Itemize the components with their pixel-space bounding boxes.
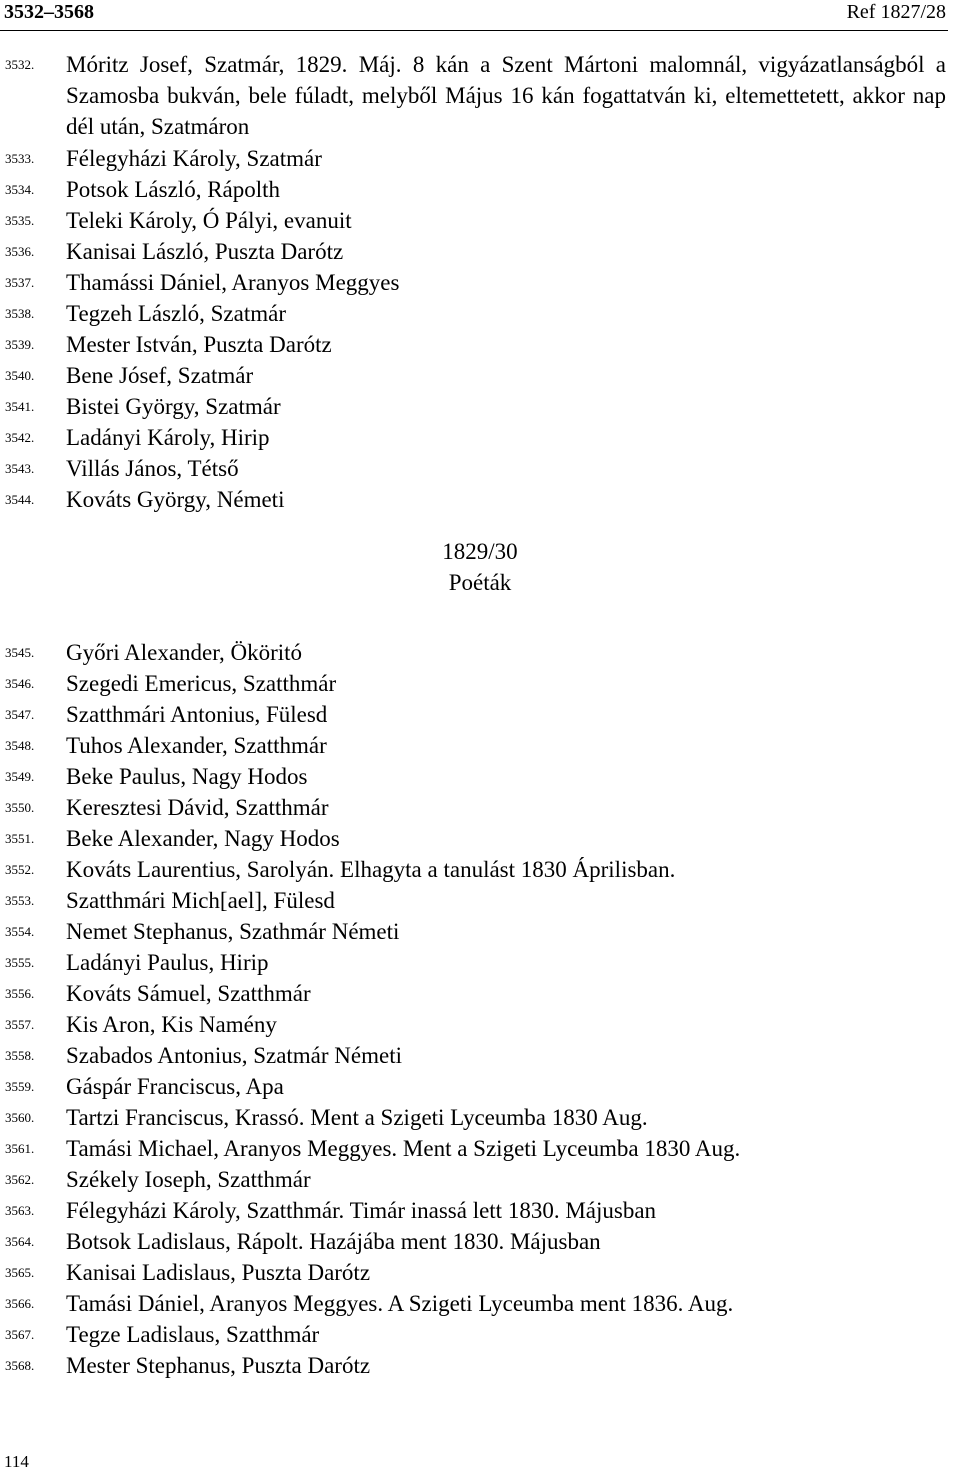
entry-list-before-section: [0, 143, 960, 515]
list-item: [0, 885, 960, 916]
entry-text: Tamási Dániel, Aranyos Meggyes. A Szigeti Lyceumba ment 1836. Aug.: [66, 1291, 734, 1316]
entry-text: Kováts Sámuel, Szatthmár: [66, 981, 311, 1006]
entry-number: 3552.: [5, 862, 35, 877]
entry-number: 3563.: [5, 1203, 35, 1218]
entry-number: 3547.: [5, 707, 35, 722]
header-divider: [0, 30, 948, 31]
entry-text: Móritz Josef, Szatmár, 1829. Máj. 8 kán a Szent Mártoni malomnál, vigyázatlanságból a Szamosba bukván, bele fúladt, melyből Május 16 kán fogattatván ki, eltemettetett, akkor nap dél után, Szatmáron: [66, 52, 946, 139]
entry-number: 3538.: [5, 306, 35, 321]
entry-text: Nemet Stephanus, Szathmár Németi: [66, 919, 400, 944]
list-item: [0, 143, 960, 174]
list-item: [0, 422, 960, 453]
entry-text: Ladányi Károly, Hirip: [66, 425, 270, 450]
list-item: [0, 761, 960, 792]
entry-number: 3558.: [5, 1048, 35, 1063]
entry-text: Szatthmári Mich[ael], Fülesd: [66, 888, 335, 913]
entry-number: 3540.: [5, 368, 35, 383]
entry-text: Thamássi Dániel, Aranyos Meggyes: [66, 270, 400, 295]
list-item: [0, 916, 960, 947]
entry-text: Félegyházi Károly, Szatthmár. Timár inassá lett 1830. Májusban: [66, 1198, 657, 1223]
section-title: Poéták: [448, 570, 512, 595]
list-item: [0, 236, 960, 267]
reference-label: Ref 1827/28: [846, 1, 946, 23]
entry-text: Tuhos Alexander, Szatthmár: [66, 733, 327, 758]
page-header: [4, 0, 946, 28]
entry-text: Kováts Laurentius, Sarolyán. Elhagyta a tanulást 1830 Áprilisban.: [66, 857, 676, 882]
entry-number: 3545.: [5, 645, 35, 660]
list-item: [0, 1226, 960, 1257]
entry-number: 3546.: [5, 676, 35, 691]
list-item: [0, 391, 960, 422]
entry-number: 3532.: [5, 57, 35, 72]
list-item: [0, 637, 960, 668]
entry-number: 3541.: [5, 399, 35, 414]
list-item: [0, 947, 960, 978]
entry-number: 3564.: [5, 1234, 35, 1249]
entry-text: Beke Alexander, Nagy Hodos: [66, 826, 340, 851]
entry-text: Keresztesi Dávid, Szatthmár: [66, 795, 329, 820]
list-item: [0, 1071, 960, 1102]
list-item: [0, 1102, 960, 1133]
list-item: [0, 1164, 960, 1195]
list-item: [0, 792, 960, 823]
list-item: [0, 1288, 960, 1319]
entry-number: 3539.: [5, 337, 35, 352]
page-number: 114: [4, 1452, 29, 1471]
entry-text: Szabados Antonius, Szatmár Németi: [66, 1043, 402, 1068]
entry-number: 3567.: [5, 1327, 35, 1342]
entry-text: Beke Paulus, Nagy Hodos: [66, 764, 308, 789]
entry-number: 3549.: [5, 769, 35, 784]
entry-text: Ladányi Paulus, Hirip: [66, 950, 269, 975]
entry-text: Tartzi Franciscus, Krassó. Ment a Szigeti Lyceumba 1830 Aug.: [66, 1105, 648, 1130]
entry-number: 3553.: [5, 893, 35, 908]
list-item: [0, 730, 960, 761]
list-item: [0, 1133, 960, 1164]
entry-text: Tamási Michael, Aranyos Meggyes. Ment a Szigeti Lyceumba 1830 Aug.: [66, 1136, 741, 1161]
list-item: [0, 49, 960, 142]
entry-text: Szegedi Emericus, Szatthmár: [66, 671, 337, 696]
entry-text: Szatthmári Antonius, Fülesd: [66, 702, 328, 727]
entry-number: 3534.: [5, 182, 35, 197]
entry-number: 3559.: [5, 1079, 35, 1094]
entry-text: Villás János, Tétső: [66, 456, 239, 481]
entry-text: Teleki Károly, Ó Pályi, evanuit: [66, 208, 352, 233]
list-item: [0, 668, 960, 699]
entry-number: 3565.: [5, 1265, 35, 1280]
entry-number: 3562.: [5, 1172, 35, 1187]
entry-text: Kanisai László, Puszta Darótz: [66, 239, 344, 264]
entry-number: 3551.: [5, 831, 35, 846]
entry-number: 3561.: [5, 1141, 35, 1156]
entry-range: 3532–3568: [4, 1, 94, 23]
entry-number: 3548.: [5, 738, 35, 753]
entry-text: Botsok Ladislaus, Rápolt. Hazájába ment 1830. Májusban: [66, 1229, 601, 1254]
entry-number: 3542.: [5, 430, 35, 445]
list-item: [0, 205, 960, 236]
entry-number: 3568.: [5, 1358, 35, 1373]
entry-text: Gáspár Franciscus, Apa: [66, 1074, 284, 1099]
list-item: [0, 1040, 960, 1071]
list-item: [0, 267, 960, 298]
list-item: [0, 823, 960, 854]
entry-text: Kis Aron, Kis Namény: [66, 1012, 277, 1037]
entry-number: 3560.: [5, 1110, 35, 1125]
entry-text: Bistei György, Szatmár: [66, 394, 281, 419]
list-item: [0, 978, 960, 1009]
entry-text: Bene Jósef, Szatmár: [66, 363, 254, 388]
entry-number: 3555.: [5, 955, 35, 970]
entry-text: Tegze Ladislaus, Szatthmár: [66, 1322, 320, 1347]
entry-text: Félegyházi Károly, Szatmár: [66, 146, 322, 171]
entry-number: 3566.: [5, 1296, 35, 1311]
entry-number: 3544.: [5, 492, 35, 507]
list-item: [0, 298, 960, 329]
list-item: [0, 329, 960, 360]
entry-number: 3543.: [5, 461, 35, 476]
list-item: [0, 1319, 960, 1350]
entry-number: 3556.: [5, 986, 35, 1001]
entry-text: Tegzeh László, Szatmár: [66, 301, 286, 326]
entry-number: 3554.: [5, 924, 35, 939]
entry-text: Potsok László, Rápolth: [66, 177, 281, 202]
list-item: [0, 360, 960, 391]
entry-number: 3537.: [5, 275, 35, 290]
entry-text: Kováts György, Németi: [66, 487, 285, 512]
entry-list-poetak: [0, 637, 960, 1381]
entry-text: Mester István, Puszta Darótz: [66, 332, 332, 357]
entry-text: Kanisai Ladislaus, Puszta Darótz: [66, 1260, 371, 1285]
list-item: [0, 1350, 960, 1381]
list-item: [0, 1257, 960, 1288]
list-item: [0, 1195, 960, 1226]
section-year: 1829/30: [442, 539, 518, 564]
list-item: [0, 453, 960, 484]
list-item: [0, 854, 960, 885]
entry-number: 3533.: [5, 151, 35, 166]
list-item: [0, 484, 960, 515]
entry-number: 3557.: [5, 1017, 35, 1032]
entry-number: 3535.: [5, 213, 35, 228]
list-item: [0, 1009, 960, 1040]
entry-number: 3550.: [5, 800, 35, 815]
entry-text: Győri Alexander, Ököritó: [66, 640, 303, 665]
entry-number: 3536.: [5, 244, 35, 259]
entry-text: Mester Stephanus, Puszta Darótz: [66, 1353, 371, 1378]
list-item: [0, 174, 960, 205]
list-item: [0, 699, 960, 730]
entry-text: Székely Ioseph, Szatthmár: [66, 1167, 311, 1192]
